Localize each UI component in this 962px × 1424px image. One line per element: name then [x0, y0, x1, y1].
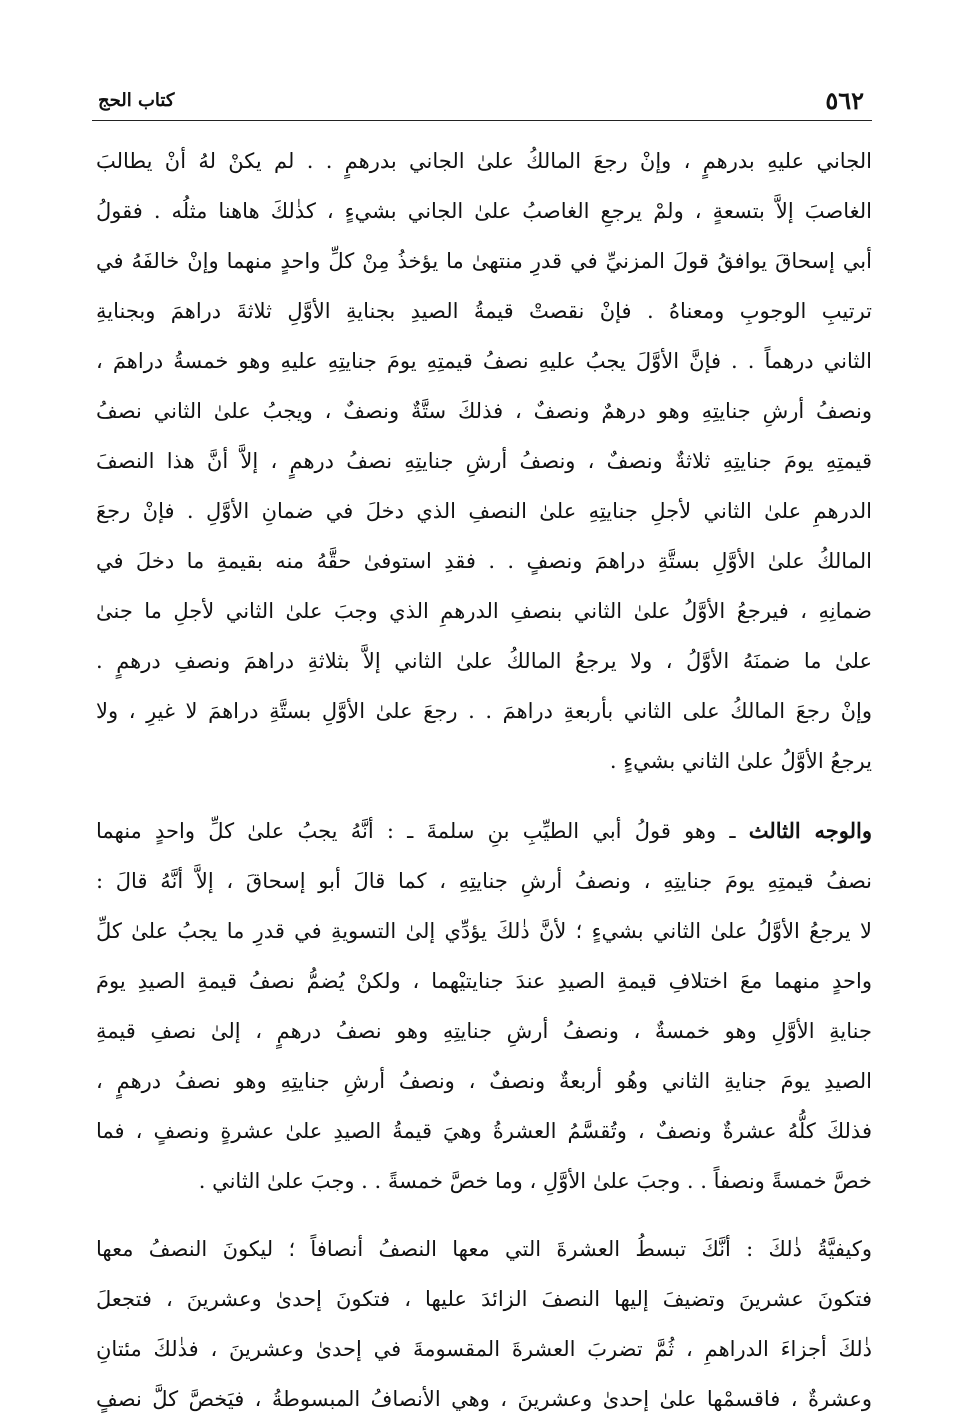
paragraph-1 [96, 136, 872, 786]
text-line: الدرهمِ علىٰ الثاني لأجلِ جنايتِهِ علىٰ النصفِ الذي دخلَ في ضمانِ الأوَّلِ . فإنْ رجعَ [96, 499, 872, 523]
body-text [96, 136, 872, 1424]
text-line-with-lead [96, 806, 872, 856]
text-line: نصفُ قيمتِهِ يومَ جنايتِهِ ، ونصفُ أرشِ جنايتِهِ ، كما قالَ أبو إسحاقَ ، إلاَّ أنَّهُ قالَ : [96, 869, 872, 893]
text-line: جنايةِ الأوَّلِ وهو خمسةٌ ، ونصفُ أرشِ جنايتِهِ وهو نصفُ درهمٍ ، إلىٰ نصفِ قيمةِ [96, 1019, 872, 1043]
text-line: ذٰلكَ أجزاءَ الدراهمِ ، ثُمَّ تضربَ العشرةَ المقسومةَ في إحدىٰ وعشرينَ ، فذٰلكَ مئتانِ [96, 1337, 872, 1361]
text-line: علىٰ ما ضمنَهُ الأوَّلُ ، ولا يرجعُ المالكُ علىٰ الثاني إلاَّ بثلاثةِ دراهمَ ونصفِ درهمٍ . [96, 649, 872, 673]
text-line: الصيدِ يومَ جنايةِ الثاني وهُو أربعةٌ ونصفٌ ، ونصفُ أرشِ جنايتِهِ وهو نصفُ درهمٍ ، [96, 1069, 872, 1093]
text-line: الجاني عليهِ بدرهمٍ ، وإنْ رجعَ المالكُ علىٰ الجاني بدرهمٍ . . لم يكنْ لهُ أنْ يطالبَ [96, 149, 872, 173]
text-line: أبي إسحاقَ يوافقُ قولَ المزنيِّ في قدرِ منتهىٰ ما يؤخذُ مِنْ كلِّ واحدٍ منهما وإنْ خالفَهُ في [96, 249, 872, 273]
text-line: ضمانِهِ ، فيرجعُ الأوَّلُ علىٰ الثاني بنصفِ الدرهمِ الذي وجبَ علىٰ الثاني لأجلِ ما جنىٰ [96, 599, 872, 623]
text-line: لا يرجعُ الأوَّلُ علىٰ الثاني بشيءٍ ؛ لأنَّ ذٰلكَ يؤدِّي إلىٰ التسويةِ في قدرِ ما يجبُ علىٰ كلِّ [96, 919, 872, 943]
text-line: الغاصبَ إلاَّ بتسعةٍ ، ولمْ يرجعِ الغاصبُ علىٰ الجاني بشيءٍ ، كذٰلكَ هاهنا مثلُه . فقولُ [96, 199, 872, 223]
text-line: المالكُ علىٰ الأوَّلِ بستَّةِ دراهمَ ونصفٍ . . فقدِ استوفىٰ حقَّهُ منه بقيمةِ ما دخلَ في [96, 549, 872, 573]
text-line: ترتيبِ الوجوبِ ومعناهُ . فإنْ نقصتْ قيمةُ الصيدِ بجنايةِ الأوَّلِ ثلاثةَ دراهمَ وبجنايةِ [96, 299, 872, 323]
text-line: ونصفُ أرشِ جنايتِهِ وهو درهمٌ ونصفٌ ، فذلكَ ستَّةٌ ونصفٌ ، ويجبُ علىٰ الثاني نصفُ [96, 399, 872, 423]
running-title: كتاب الحج [98, 90, 175, 111]
page-number: ٥٦٢ [825, 86, 864, 115]
text-line: فذلكَ كلُّهُ عشرةٌ ونصفٌ ، وتُقسَّمُ العشرةُ وهيَ قيمةُ الصيدِ علىٰ عشرةٍ ونصفٍ ، فما [96, 1119, 872, 1143]
text-line: يرجعُ الأوَّلُ علىٰ الثاني بشيءٍ . [609, 749, 872, 773]
paragraph-2 [96, 806, 872, 1206]
text-line: الثاني درهماً . . فإنَّ الأوَّلَ يجبُ عليهِ نصفُ قيمتِهِ يومَ جنايتِهِ عليهِ وهو خمسةُ دراهمَ ، [96, 349, 872, 373]
text-line: واحدٍ منهما معَ اختلافِ قيمةِ الصيدِ عندَ جنايتيْهما ، ولكنْ يُضمُّ نصفُ قيمةِ الصيدِ يومَ [96, 969, 872, 993]
text-line: خصَّ خمسةً ونصفاً . . وجبَ علىٰ الأوَّلِ ، وما خصَّ خمسةً . . وجبَ علىٰ الثاني . [198, 1169, 872, 1193]
text-line: فتكونَ عشرينَ وتضيفَ إليها النصفَ الزائدَ عليها ، فتكونَ إحدىٰ وعشرينَ ، فتجعلَ [96, 1287, 872, 1311]
text-line: قيمتِهِ يومَ جنايتِهِ ثلاثةٌ ونصفٌ ، ونصفُ أرشِ جنايتِهِ نصفُ درهمٍ ، إلاَّ أنَّ هذا النصفَ [96, 449, 872, 473]
text-line: وكيفيَّةُ ذٰلكَ : أنَّكَ تبسطُ العشرةَ التي معها النصفُ أنصافاً ؛ ليكونَ النصفُ معها [96, 1237, 872, 1261]
paragraph-3 [96, 1224, 872, 1424]
page-header [92, 86, 872, 121]
text-line: وإنْ رجعَ المالكُ على الثاني بأربعةِ دراهمَ . . رجعَ علىٰ الأوَّلِ بستَّةِ دراهمَ لا غيرِ ، ولا [96, 699, 872, 723]
lead-line-rest: ـ وهو قولُ أبي الطيِّبِ بنِ سلمةَ ـ : أنَّهُ يجبُ علىٰ كلِّ واحدٍ منهما [96, 819, 749, 843]
text-line: وعشرةٌ ، فاقسمْها علىٰ إحدىٰ وعشرينَ ، وهي الأنصافُ المبسوطةُ ، فيَخصَّ كلَّ نصفٍ [96, 1387, 872, 1411]
paragraph-lead-heading: والوجه الثالث [748, 818, 872, 843]
